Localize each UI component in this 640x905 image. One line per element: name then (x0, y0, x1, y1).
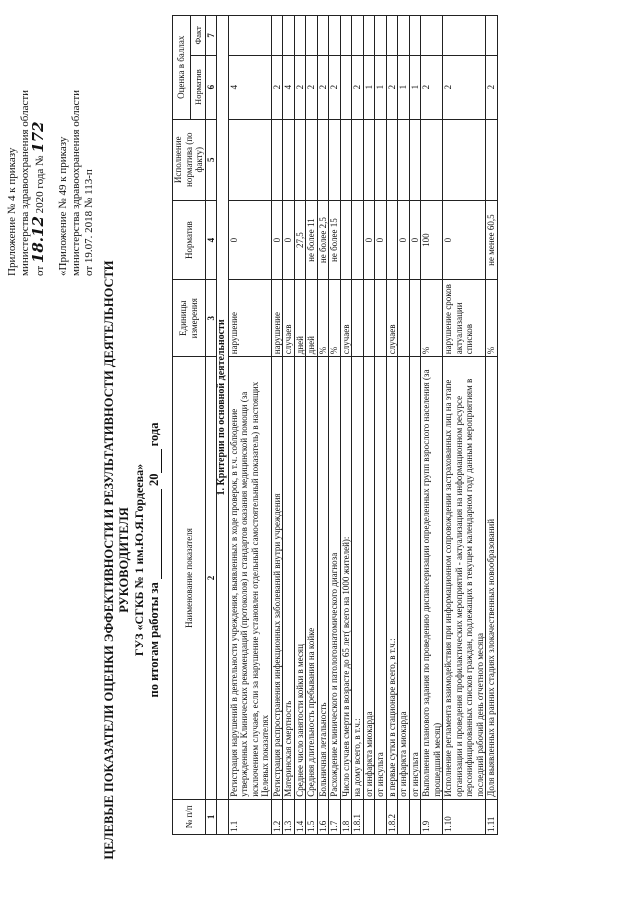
score-fact (340, 16, 352, 56)
row-number: 1.6 (317, 799, 329, 834)
unit-of-measure: дней (306, 280, 318, 357)
indicator-name: в первые сутки в стационаре всего, в т.ч.: (386, 357, 398, 800)
unit-of-measure: дней (294, 280, 306, 357)
indicator-name: Расхождение клинического и патологоанатомического диагноза (329, 357, 341, 800)
row-number: 1.4 (294, 799, 306, 834)
indicator-name: от инфаркта миокарда (398, 357, 410, 800)
table-row (294, 16, 306, 835)
unit-of-measure: % (486, 280, 498, 357)
table-row (317, 16, 329, 835)
execution-value (294, 119, 306, 200)
norm-value: не более 15 (329, 200, 341, 279)
score-norm: 4 (283, 55, 295, 119)
score-norm: 2 (352, 55, 364, 119)
indicator-name: Регистрация нарушений в деятельности учреждения, выявленных в ходе проверок, в т.ч. соблюдение утвержденных Клинических рекомендаций (протоколов) и стандартов оказания медицинской помощи (за исключением случаев, если за нарушение установлен отдельный самостоятельный показатель) в настоящих Целевых показателях (228, 357, 271, 800)
score-fact (294, 16, 306, 56)
score-fact (329, 16, 341, 56)
appendix-line: Приложение № 4 к приказу (6, 147, 18, 276)
score-fact (283, 16, 295, 56)
row-number: 1.10 (443, 799, 486, 834)
year-blank (150, 449, 162, 473)
row-number: 1.8.1 (352, 799, 364, 834)
score-fact (306, 16, 318, 56)
handwritten-date: 18.12 (29, 216, 47, 264)
execution-value (352, 119, 364, 200)
norm-value: 100 (421, 200, 443, 279)
table-row (283, 16, 295, 835)
section-title: 1. Критерии по основной деятельности (217, 16, 229, 800)
execution-value (306, 119, 318, 200)
unit-of-measure (398, 280, 410, 357)
table-row (409, 16, 421, 835)
norm-value (340, 200, 352, 279)
reporting-period (147, 255, 162, 865)
execution-value (386, 119, 398, 200)
score-norm: 2 (443, 55, 486, 119)
score-fact (271, 16, 283, 56)
score-norm: 1 (398, 55, 410, 119)
indicator-name: от инсульта (375, 357, 387, 800)
row-number: 1.8.2 (386, 799, 398, 834)
unit-of-measure: нарушение (271, 280, 283, 357)
table-row (329, 16, 341, 835)
row-number: 1.1 (228, 799, 271, 834)
indicator-name: Выполнение планового задания по проведению диспансеризации определенных групп взрослого населения (за прошедший месяц) (421, 357, 443, 800)
indicator-name: Больничная летальность (317, 357, 329, 800)
score-norm: 2 (317, 55, 329, 119)
table-row (375, 16, 387, 835)
table-row (421, 16, 443, 835)
norm-value: 0 (398, 200, 410, 279)
header-score: Оценка в баллах (173, 16, 191, 120)
score-fact (443, 16, 486, 56)
row-number (398, 799, 410, 834)
appendix-line: министерства здравоохранения области (19, 89, 31, 276)
indicators-table (172, 15, 498, 835)
appendix-date-line (29, 14, 47, 276)
appendix-from: от (34, 265, 46, 276)
indicator-name: на дому всего, в т.ч.: (352, 357, 364, 800)
score-norm: 2 (306, 55, 318, 119)
header-norm: Норматив (173, 200, 206, 279)
table-row (443, 16, 486, 835)
appendix-year: 2020 года № (34, 155, 46, 214)
row-number: 1.7 (329, 799, 341, 834)
norm-value: не менее 60,5 (486, 200, 498, 279)
score-fact (317, 16, 329, 56)
norm-value: 0 (283, 200, 295, 279)
score-norm: 2 (386, 55, 398, 119)
indicator-name: Исполнение регламента взаимодействия при информационном сопровождении застрахованных лиц на этапе организации и проведения профилактических мероприятий - актуализация на информационном ресурсе персонифицированных списков граждан, подлежащих в текущем календарном году данным мероприятиям в последний рабочий день отчетного месяца (443, 357, 486, 800)
row-number: 1.2 (271, 799, 283, 834)
norm-value: 0 (443, 200, 486, 279)
score-fact (409, 16, 421, 56)
row-number: 1.5 (306, 799, 318, 834)
execution-value (363, 119, 375, 200)
norm-value: 0 (375, 200, 387, 279)
indicator-name: Доля выявленных на ранних стадиях злокачественных новообразований (486, 357, 498, 800)
execution-value (329, 119, 341, 200)
column-numbers-row (205, 16, 217, 835)
norm-value (352, 200, 364, 279)
execution-value (398, 119, 410, 200)
col-number: 5 (205, 119, 217, 200)
score-fact (363, 16, 375, 56)
unit-of-measure: % (317, 280, 329, 357)
indicator-name: от инсульта (409, 357, 421, 800)
col-number: 6 (205, 55, 217, 119)
row-number (375, 799, 387, 834)
norm-value: не более 2,5 (317, 200, 329, 279)
execution-value (283, 119, 295, 200)
indicator-name: Регистрация распространения инфекционных заболеваний внутри учреждения (271, 357, 283, 800)
table-row (352, 16, 364, 835)
execution-value (486, 119, 498, 200)
score-norm (340, 55, 352, 119)
handwritten-number: 172 (29, 121, 47, 153)
period-blank (150, 489, 162, 579)
col-number: 3 (205, 280, 217, 357)
indicator-name: от инфаркта миокарда (363, 357, 375, 800)
execution-value (409, 119, 421, 200)
organization-name: ГУЗ «СГКБ № 1 им.Ю.Я.Гордеева» (132, 463, 146, 657)
appendix-line: «Приложение № 49 к приказу (57, 136, 69, 276)
header-name: Наименование показателя (173, 357, 206, 800)
execution-value (271, 119, 283, 200)
score-norm: 1 (409, 55, 421, 119)
unit-of-measure: случаев (283, 280, 295, 357)
table-row (486, 16, 498, 835)
table-row (228, 16, 271, 835)
row-number: 1.3 (283, 799, 295, 834)
unit-of-measure: случаев (386, 280, 398, 357)
score-fact (486, 16, 498, 56)
header-num: № п/п (173, 799, 206, 834)
row-number: 1.11 (486, 799, 498, 834)
appendix-line: от 19.07. 2018 № 113-п (83, 169, 95, 276)
norm-value: 0 (228, 200, 271, 279)
unit-of-measure: нарушение сроков актуализации списков (443, 280, 486, 357)
score-norm: 2 (294, 55, 306, 119)
indicator-name: Материнская смертность (283, 357, 295, 800)
col-number: 4 (205, 200, 217, 279)
execution-value (228, 119, 271, 200)
execution-value (340, 119, 352, 200)
score-norm: 4 (228, 55, 271, 119)
appendix-line: министерства здравоохранения области (70, 89, 82, 276)
score-fact (421, 16, 443, 56)
col-number: 7 (205, 16, 217, 56)
norm-value: 0 (271, 200, 283, 279)
table-row (398, 16, 410, 835)
row-number (363, 799, 375, 834)
unit-of-measure (375, 280, 387, 357)
unit-of-measure (409, 280, 421, 357)
period-suffix: года (147, 422, 161, 447)
document-title: ЦЕЛЕВЫЕ ПОКАЗАТЕЛИ ОЦЕНКИ ЭФФЕКТИВНОСТИ И РЕЗУЛЬТАТИВНОСТИ ДЕЯТЕЛЬНОСТИ РУКОВОДИТЕЛЯ (102, 260, 131, 860)
score-norm: 1 (375, 55, 387, 119)
norm-value: 0 (409, 200, 421, 279)
col-number: 2 (205, 357, 217, 800)
table-row (363, 16, 375, 835)
header-score-norm: Норматив (191, 55, 205, 119)
indicator-name: Средняя длительность пребывания на койке (306, 357, 318, 800)
score-fact (228, 16, 271, 56)
table-row (386, 16, 398, 835)
document-title-block (102, 255, 162, 865)
indicators-table-body (217, 16, 498, 835)
header-unit: Единицы измерения (173, 280, 206, 357)
row-number: 1.8 (340, 799, 352, 834)
score-norm: 2 (329, 55, 341, 119)
period-prefix: по итогам работы за (147, 582, 161, 698)
norm-value: не более 11 (306, 200, 318, 279)
indicator-name: Число случаев смерти в возрасте до 65 лет( всего на 1000 жителей): (340, 357, 352, 800)
score-norm: 1 (363, 55, 375, 119)
score-fact (398, 16, 410, 56)
score-norm: 2 (271, 55, 283, 119)
execution-value (317, 119, 329, 200)
unit-of-measure: случаев (340, 280, 352, 357)
unit-of-measure: % (329, 280, 341, 357)
norm-value: 27,5 (294, 200, 306, 279)
col-number: 1 (205, 799, 217, 834)
period-year-prefix: 20 (147, 473, 161, 486)
unit-of-measure: % (421, 280, 443, 357)
header-exec: Исполнение норматива (по факту) (173, 119, 206, 200)
execution-value (421, 119, 443, 200)
unit-of-measure (352, 280, 364, 357)
score-fact (386, 16, 398, 56)
score-fact (352, 16, 364, 56)
score-norm: 2 (486, 55, 498, 119)
table-row (340, 16, 352, 835)
table-row (271, 16, 283, 835)
appendix-block (6, 14, 96, 276)
norm-value: 0 (363, 200, 375, 279)
execution-value (375, 119, 387, 200)
section-row (217, 16, 229, 835)
row-number: 1.9 (421, 799, 443, 834)
row-number (409, 799, 421, 834)
unit-of-measure: нарушение (228, 280, 271, 357)
score-fact (375, 16, 387, 56)
norm-value (386, 200, 398, 279)
header-score-fact: Факт (191, 16, 205, 56)
unit-of-measure (363, 280, 375, 357)
execution-value (443, 119, 486, 200)
indicator-name: Среднее число занятости койки в месяц (294, 357, 306, 800)
score-norm: 2 (421, 55, 443, 119)
table-row (306, 16, 318, 835)
